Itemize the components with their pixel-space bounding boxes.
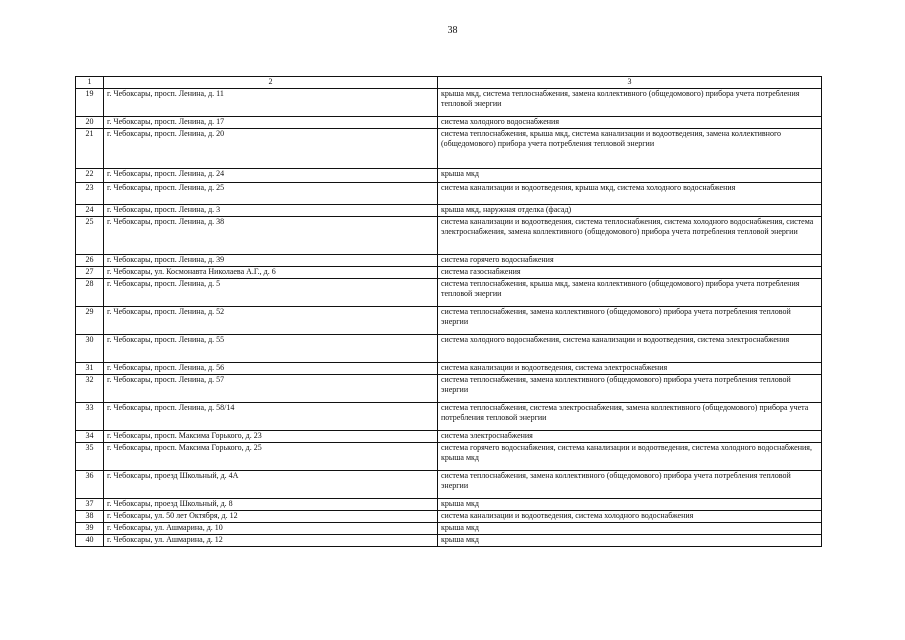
- table-row: [76, 375, 822, 403]
- works-cell: система электроснабжения: [438, 431, 822, 443]
- works-cell: система канализации и водоотведения, система холодного водоснабжения: [438, 511, 822, 523]
- table-row: [76, 183, 822, 205]
- row-number-cell: 23: [76, 183, 104, 205]
- address-cell: г. Чебоксары, просп. Ленина, д. 17: [104, 117, 438, 129]
- address-cell: г. Чебоксары, просп. Максима Горького, д. 23: [104, 431, 438, 443]
- address-cell: г. Чебоксары, просп. Ленина, д. 58/14: [104, 403, 438, 431]
- table-row: [76, 255, 822, 267]
- address-cell: г. Чебоксары, просп. Максима Горького, д. 25: [104, 443, 438, 471]
- row-number-cell: 38: [76, 511, 104, 523]
- works-cell: крыша мкд, система теплоснабжения, замена коллективного (общедомового) прибора учета потребления тепловой энергии: [438, 89, 822, 117]
- table-row: [76, 129, 822, 169]
- works-cell: система теплоснабжения, крыша мкд, замена коллективного (общедомового) прибора учета потребления тепловой энергии: [438, 279, 822, 307]
- works-cell: крыша мкд, наружная отделка (фасад): [438, 205, 822, 217]
- table-row: [76, 335, 822, 363]
- address-cell: г. Чебоксары, просп. Ленина, д. 20: [104, 129, 438, 169]
- works-cell: система канализации и водоотведения, крыша мкд, система холодного водоснабжения: [438, 183, 822, 205]
- address-cell: г. Чебоксары, ул. Космонавта Николаева А.Г., д. 6: [104, 267, 438, 279]
- row-number-cell: 21: [76, 129, 104, 169]
- column-header-works: 3: [438, 77, 822, 89]
- row-number-cell: 25: [76, 217, 104, 255]
- table-row: [76, 169, 822, 183]
- works-cell: система канализации и водоотведения, система теплоснабжения, система холодного водоснабжения, система электроснабжения, замена коллективного (общедомового) прибора учета потребления тепловой энергии: [438, 217, 822, 255]
- table-row: [76, 535, 822, 547]
- column-header-address: 2: [104, 77, 438, 89]
- page-number: 38: [447, 25, 458, 36]
- address-cell: г. Чебоксары, просп. Ленина, д. 3: [104, 205, 438, 217]
- address-cell: г. Чебоксары, просп. Ленина, д. 39: [104, 255, 438, 267]
- address-cell: г. Чебоксары, просп. Ленина, д. 11: [104, 89, 438, 117]
- row-number-cell: 34: [76, 431, 104, 443]
- address-cell: г. Чебоксары, просп. Ленина, д. 52: [104, 307, 438, 335]
- works-cell: крыша мкд: [438, 499, 822, 511]
- row-number-cell: 20: [76, 117, 104, 129]
- row-number-cell: 39: [76, 523, 104, 535]
- works-cell: система холодного водоснабжения: [438, 117, 822, 129]
- row-number-cell: 31: [76, 363, 104, 375]
- table-row: [76, 523, 822, 535]
- table-row: [76, 443, 822, 471]
- table-row: [76, 279, 822, 307]
- address-cell: г. Чебоксары, проезд Школьный, д. 8: [104, 499, 438, 511]
- repair-works-table: [75, 76, 822, 547]
- works-cell: система канализации и водоотведения, система электроснабжения: [438, 363, 822, 375]
- address-cell: г. Чебоксары, просп. Ленина, д. 38: [104, 217, 438, 255]
- address-cell: г. Чебоксары, ул. Ашмарина, д. 10: [104, 523, 438, 535]
- works-cell: крыша мкд: [438, 523, 822, 535]
- address-cell: г. Чебоксары, ул. Ашмарина, д. 12: [104, 535, 438, 547]
- table-row: [76, 499, 822, 511]
- row-number-cell: 36: [76, 471, 104, 499]
- works-cell: система теплоснабжения, замена коллективного (общедомового) прибора учета потребления тепловой энергии: [438, 471, 822, 499]
- address-cell: г. Чебоксары, проезд Школьный, д. 4А: [104, 471, 438, 499]
- row-number-cell: 35: [76, 443, 104, 471]
- table-row: [76, 471, 822, 499]
- table-row: [76, 205, 822, 217]
- address-cell: г. Чебоксары, ул. 50 лет Октября, д. 12: [104, 511, 438, 523]
- works-cell: система теплоснабжения, замена коллективного (общедомового) прибора учета потребления тепловой энергии: [438, 307, 822, 335]
- row-number-cell: 30: [76, 335, 104, 363]
- row-number-cell: 22: [76, 169, 104, 183]
- works-cell: система теплоснабжения, крыша мкд, система канализации и водоотведения, замена коллективного (общедомового) прибора учета потребления тепловой энергии: [438, 129, 822, 169]
- works-cell: система холодного водоснабжения, система канализации и водоотведения, система электроснабжения: [438, 335, 822, 363]
- row-number-cell: 19: [76, 89, 104, 117]
- row-number-cell: 32: [76, 375, 104, 403]
- row-number-cell: 40: [76, 535, 104, 547]
- works-cell: система теплоснабжения, замена коллективного (общедомового) прибора учета потребления тепловой энергии: [438, 375, 822, 403]
- works-cell: система теплоснабжения, система электроснабжения, замена коллективного (общедомового) прибора учета потребления тепловой энергии: [438, 403, 822, 431]
- address-cell: г. Чебоксары, просп. Ленина, д. 56: [104, 363, 438, 375]
- table-row: [76, 267, 822, 279]
- table-row: [76, 511, 822, 523]
- works-cell: система газоснабжения: [438, 267, 822, 279]
- table-row: [76, 363, 822, 375]
- works-cell: крыша мкд: [438, 169, 822, 183]
- table-row: [76, 307, 822, 335]
- address-cell: г. Чебоксары, просп. Ленина, д. 25: [104, 183, 438, 205]
- address-cell: г. Чебоксары, просп. Ленина, д. 55: [104, 335, 438, 363]
- address-cell: г. Чебоксары, просп. Ленина, д. 5: [104, 279, 438, 307]
- row-number-cell: 37: [76, 499, 104, 511]
- table-row: [76, 217, 822, 255]
- works-cell: система горячего водоснабжения: [438, 255, 822, 267]
- table-row: [76, 89, 822, 117]
- column-header-number: 1: [76, 77, 104, 89]
- works-cell: крыша мкд: [438, 535, 822, 547]
- table-row: [76, 403, 822, 431]
- works-cell: система горячего водоснабжения, система канализации и водоотведения, система холодного водоснабжения, крыша мкд: [438, 443, 822, 471]
- row-number-cell: 29: [76, 307, 104, 335]
- row-number-cell: 26: [76, 255, 104, 267]
- table-row: [76, 431, 822, 443]
- address-cell: г. Чебоксары, просп. Ленина, д. 57: [104, 375, 438, 403]
- row-number-cell: 28: [76, 279, 104, 307]
- row-number-cell: 33: [76, 403, 104, 431]
- row-number-cell: 24: [76, 205, 104, 217]
- address-cell: г. Чебоксары, просп. Ленина, д. 24: [104, 169, 438, 183]
- table-row: [76, 117, 822, 129]
- table-header-row: [76, 77, 822, 89]
- row-number-cell: 27: [76, 267, 104, 279]
